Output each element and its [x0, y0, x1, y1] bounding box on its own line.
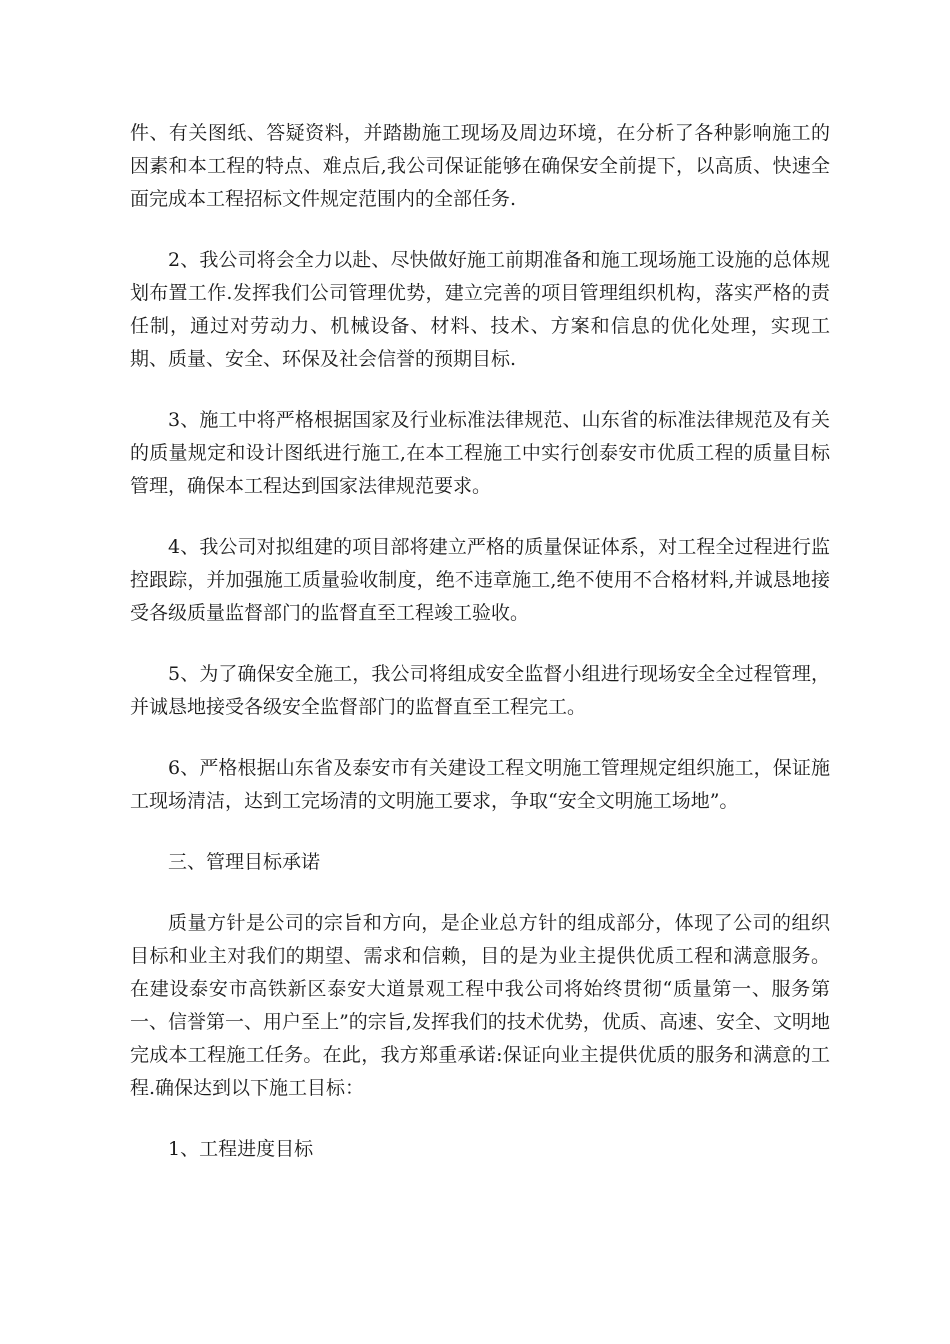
document-body: [130, 117, 830, 1194]
paragraph-item-5: 5、为了确保安全施工，我公司将组成安全监督小组进行现场安全全过程管理，并诚恳地接受各级安全监督部门的监督直至工程完工。: [130, 663, 830, 718]
paragraph-item-2: 2、我公司将会全力以赴、尽快做好施工前期准备和施工现场施工设施的总体规划布置工作.发挥我们公司管理优势，建立完善的项目管理组织机构，落实严格的责任制，通过对劳动力、机械设备、材料、技术、方案和信息的优化处理，实现工期、质量、安全、环保及社会信誉的预期目标.: [130, 249, 830, 370]
section-heading: 三、管理目标承诺: [168, 851, 321, 873]
paragraph-item-3: 3、施工中将严格根据国家及行业标准法律规范、山东省的标准法律规范及有关的质量规定和设计图纸进行施工,在本工程施工中实行创泰安市优质工程的质量目标管理，确保本工程达到国家法律规范要求。: [130, 409, 830, 497]
paragraph-quality-policy: 质量方针是公司的宗旨和方向，是企业总方针的组成部分，体现了公司的组织目标和业主对我们的期望、需求和信赖，目的是为业主提供优质工程和满意服务。在建设泰安市高铁新区泰安大道景观工程中我公司将始终贯彻“质量第一、服务第一、信誉第一、用户至上”的宗旨,发挥我们的技术优势，优质、高速、安全、文明地完成本工程施工任务。在此，我方郑重承诺:保证向业主提供优质的服务和满意的工程.确保达到以下施工目标：: [130, 912, 830, 1099]
paragraph-item-4: 4、我公司对拟组建的项目部将建立严格的质量保证体系，对工程全过程进行监控跟踪，并加强施工质量验收制度，绝不违章施工,绝不使用不合格材料,并诚恳地接受各级质量监督部门的监督直至工程竣工验收。: [130, 536, 830, 624]
paragraph-continuation: 件、有关图纸、答疑资料，并踏勘施工现场及周边环境，在分析了各种影响施工的因素和本工程的特点、难点后,我公司保证能够在确保安全前提下，以高质、快速全面完成本工程招标文件规定范围内的全部任务.: [130, 122, 830, 210]
subheading-schedule-goal: 1、工程进度目标: [168, 1138, 314, 1160]
paragraph-item-6: 6、严格根据山东省及泰安市有关建设工程文明施工管理规定组织施工，保证施工现场清洁，达到工完场清的文明施工要求，争取“安全文明施工场地”。: [130, 757, 830, 812]
